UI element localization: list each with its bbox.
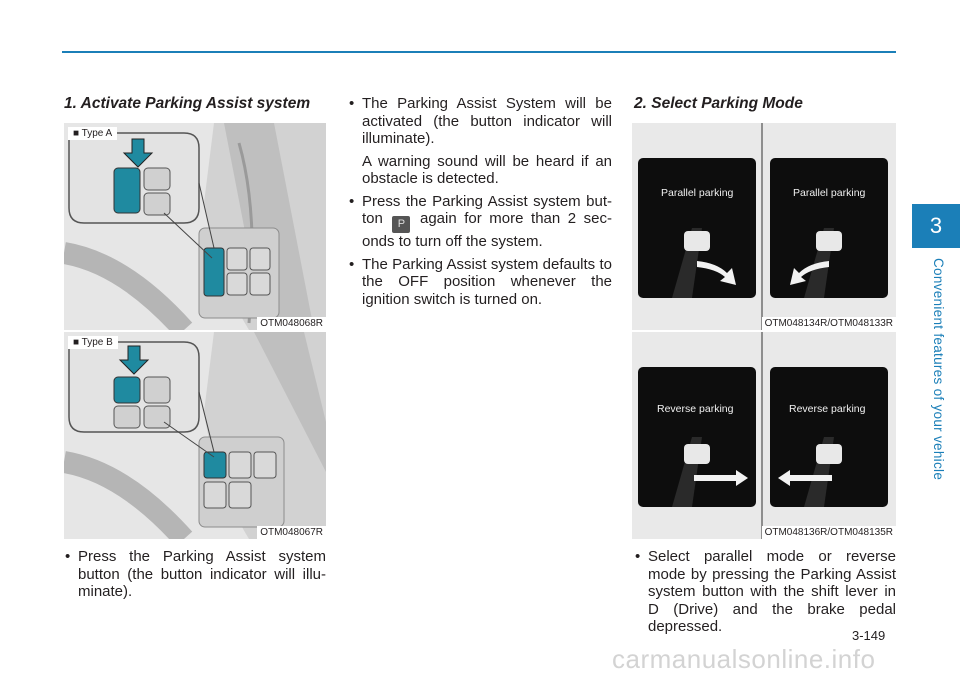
figure-bottom-caption: OTM048136R/OTM048135R [762, 526, 896, 539]
figure-type-a [64, 123, 326, 330]
screen-label-reverse-left: Reverse parking [657, 403, 734, 415]
reverse-parking-screens [632, 332, 896, 539]
type-b-badge: ■ Type B [68, 336, 118, 349]
figure-parallel-parking [632, 123, 896, 330]
screen-label-parallel-right: Parallel parking [793, 187, 866, 199]
chapter-number-tab: 3 [912, 204, 960, 248]
middle-bullet-3: • The Parking Assist system defaults to the OFF position whenever the ignition switch is turned on. [348, 256, 612, 309]
middle-bullets [348, 95, 612, 313]
parking-assist-button-icon: P [392, 216, 410, 233]
middle-bullet-1 [348, 95, 612, 188]
figure-a-caption: OTM048068R [257, 317, 326, 330]
type-b-label: Type B [81, 337, 113, 348]
section2-bullets [634, 548, 896, 641]
console-type-a-illustration [64, 123, 326, 330]
figure-b-caption: OTM048067R [257, 526, 326, 539]
middle-bullet-2-before: Press the Parking Assist system but-ton [362, 192, 612, 227]
middle-bullet-2-after: again for more than 2 sec-onds to turn off the system. [362, 210, 613, 250]
screen-label-parallel-left: Parallel parking [661, 187, 734, 199]
figure-type-b [64, 332, 326, 539]
section1-bullet: • Press the Parking Assist system button (the button indicator will illu-minate). [64, 548, 326, 601]
screen-label-reverse-right: Reverse parking [789, 403, 866, 415]
type-a-label: Type A [81, 128, 113, 139]
top-rule [62, 51, 896, 53]
type-a-badge: ■ Type A [68, 127, 117, 140]
console-type-b-illustration [64, 332, 326, 539]
chapter-title: Convenient features of your vehicle [931, 258, 946, 481]
figure-top-caption: OTM048134R/OTM048133R [762, 317, 896, 330]
section1-bullets [64, 548, 326, 606]
middle-bullet-2 [348, 193, 612, 251]
section2-heading: 2. Select Parking Mode [634, 95, 803, 112]
parallel-parking-screens [632, 123, 896, 330]
middle-bullet-1-note: A warning sound will be heard if an obstacle is detected. [362, 152, 612, 187]
watermark: carmanualsonline.info [612, 644, 876, 674]
middle-bullet-1-text: The Parking Assist System will be activated (the button indicator will illuminate). [362, 95, 612, 147]
section1-heading: 1. Activate Parking Assist system [64, 95, 311, 112]
page-number: 3-149 [852, 628, 886, 643]
section2-bullet: • Select parallel mode or reverse mode by pressing the Parking Assist system button with the shift lever in D (Drive) and the brake pedal depressed. [634, 548, 896, 636]
figure-reverse-parking [632, 332, 896, 539]
